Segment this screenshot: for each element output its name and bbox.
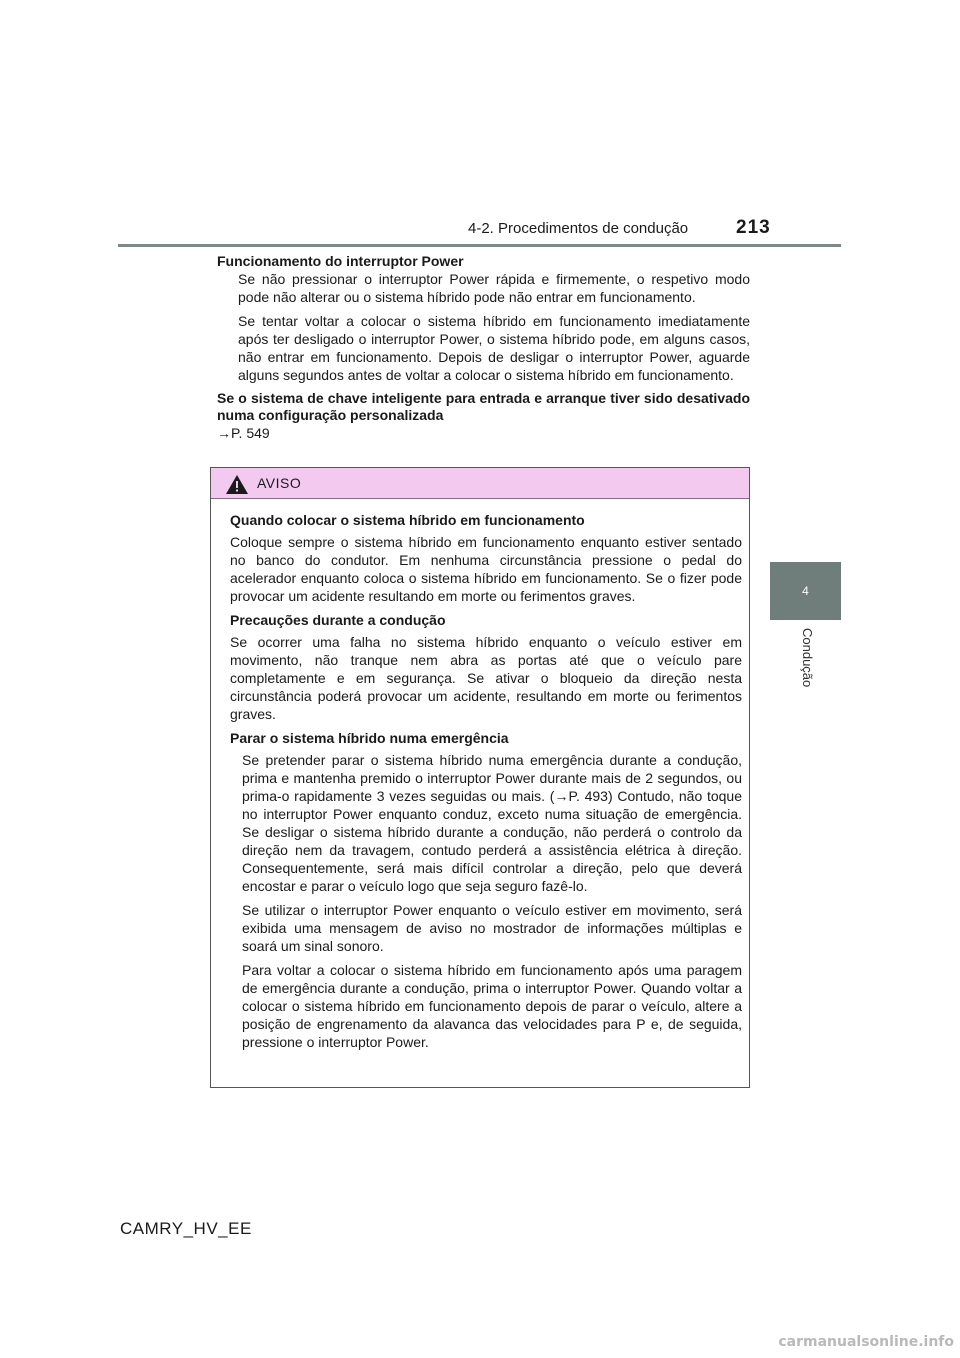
warning-section-2-title: Precauções durante a condução <box>230 612 446 628</box>
intro-content <box>217 253 750 442</box>
page-number: 213 <box>736 217 771 238</box>
power-switch-title: Funcionamento do interruptor Power <box>217 253 464 269</box>
warning-section-3-para-2: Se utilizar o interruptor Power enquanto o veículo estiver em movimento, será exibida uma mensagem de aviso no mostrador de informações múltiplas e soará um sinal sonoro. <box>242 902 742 954</box>
smart-key-title: Se o sistema de chave inteligente para entrada e arranque tiver sido desativado numa configuração personalizada <box>217 390 750 423</box>
page-reference: →P. 549 <box>217 425 270 441</box>
chapter-label: Condução <box>800 628 815 688</box>
warning-box <box>210 467 750 1088</box>
watermark: carmanualsonline.info <box>778 1334 954 1350</box>
warning-section-3-para-1: Se pretender parar o sistema híbrido numa emergência durante a condução, prima e mantenha premido o interruptor Power durante mais de 2 segundos, ou prima-o rapidamente 3 vezes seguidas ou mais. (→P. 493) Contudo, não toque no interruptor Power enquanto conduz, exceto numa situação de emergência. Se desligar o sistema híbrido durante a condução, não perderá o controlo da direção nem da travagem, contudo perderá a assistência elétrica à direção. Consequentemente, será mais difícil controlar a direção, pelo que deverá encostar e parar o veículo logo que seja seguro fazê-lo. <box>242 752 742 894</box>
warning-header <box>211 468 749 499</box>
header-rule <box>118 244 841 247</box>
warning-section-2-text: Se ocorrer uma falha no sistema híbrido enquanto o veículo estiver em movimento, não tranque nem abra as portas até que o veículo pare completamente e em segurança. Se ativar o bloqueio da direção nesta circunstância poderá provocar um acidente, resultando em morte ou ferimentos graves. <box>230 634 742 722</box>
warning-section-1-text: Coloque sempre o sistema híbrido em funcionamento enquanto estiver sentado no banco do condutor. Em nenhuma circunstância pressione o pedal do acelerador enquanto coloca o sistema híbrido em funcionamento. Se o fizer pode provocar um acidente resultando em morte ou ferimentos graves. <box>230 534 742 604</box>
warning-label: AVISO <box>257 475 302 491</box>
warning-section-3-title: Parar o sistema híbrido numa emergência <box>230 730 509 746</box>
warning-section-3-para-3: Para voltar a colocar o sistema híbrido em funcionamento após uma paragem de emergência durante a condução, prima o interruptor Power. Quando voltar a colocar o sistema híbrido em funcionamento depois de parar o veículo, altere a posição de engrenamento da alavanca das velocidades para P e, de seguida, pressione o interruptor Power. <box>242 962 742 1050</box>
warning-body <box>230 511 742 1057</box>
chapter-number: 4 <box>802 584 809 598</box>
section-header: 4-2. Procedimentos de condução <box>468 220 689 237</box>
power-switch-para-2: Se tentar voltar a colocar o sistema híbrido em funcionamento imediatamente após ter desligado o interruptor Power, o sistema híbrido pode, em alguns casos, não entrar em funcionamento. Depois de desligar o interruptor Power, aguarde alguns segundos antes de voltar a colocar o sistema híbrido em funcionamento. <box>238 313 750 383</box>
warning-section-1-title: Quando colocar o sistema híbrido em funcionamento <box>230 512 585 528</box>
power-switch-para-1: Se não pressionar o interruptor Power rápida e firmemente, o respetivo modo pode não alterar ou o sistema híbrido pode não entrar em funcionamento. <box>238 271 750 305</box>
chapter-tab <box>770 562 841 620</box>
document-id: CAMRY_HV_EE <box>120 1219 252 1238</box>
warning-triangle-icon <box>225 474 249 495</box>
